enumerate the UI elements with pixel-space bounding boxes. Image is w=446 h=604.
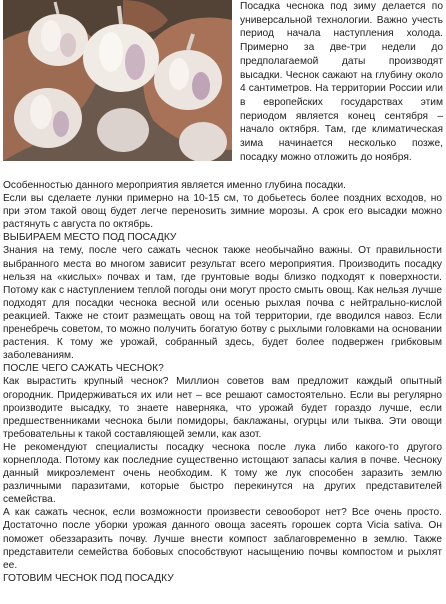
garlic-photo	[3, 0, 232, 161]
paragraph: Как вырастить крупный чеснок? Миллион советов вам предложит каждый опытный огородник. Придерживаться их или нет – все решают самостоятельно. Если вы регулярно производите высадку, то знаете наверняка, что урожай будет гораздо лучше, если предшественниками чеснока были помидоры, баклажаны, огурцы или тыква. Эти овощи требовательны к такой составляющей земли, как азот.	[3, 376, 442, 440]
paragraph: Особенностью данного мероприятия является именно глубина посадки.	[3, 180, 346, 191]
paragraph: Если вы сделаете лунки примерно на 10-15 см, то добьетесь более поздних всходов, но при этом такой овощ будет легче перенosить зимние морозы. А срок его высадки можно растянуть с августа по октябрь.	[3, 193, 442, 231]
section-heading: ГОТОВИМ ЧЕСНОК ПОД ПОСАДКУ	[3, 572, 174, 584]
paragraph: Не рекомендуют специалисты посадку чеснока после лука либо какого-то другого корнеплода. Потому как последние существенно истощают запасы калия в почве. Чесноку данный микроэлемент очень необходим. К тому же лук способен заразить землю различными паразитами, которые быстро перекинутся на других представителей семейства.	[3, 441, 442, 506]
intro-paragraph: Посадка чеснока под зиму делается по универсальной технологии. Важно учесть период начала наступления холода. Примерно за две-три недели до предполагаемой даты производят высадки. Чеснок сажают на глубину около 4 сантиметров. На территории России или в европейских государствах этим периодом является конец сентября – начало октября. Там, где климатическая зима начинается несколько позже, посадку можно отложить до ноября.	[240, 1, 443, 163]
section-heading: ВЫБИРАЕМ МЕСТО ПОД ПОСАДКУ	[3, 232, 177, 244]
paragraph: Знания на тему, после чего сажать чеснок также необычайно важны. От правильности выбранного места во многом зависит результат всего мероприятия. Производить посадку нельзя на «кислых» почвах и там, где грунтовые воды близко подходят к поверхности. Потому как с наступлением теплой погоды они могут просто смыть овощ. Как нельзя лучше подходят для посадки чеснока весной или осенью рыхлая почва с нейтрально-кислой реакцией. Также не стоит размещать овощ на той территории, где вводился навоз. Если пренебречь советом, то можно получить богатую ботву с рыхлыми головками на основании растения. К тому же урожай, собранный здесь, будет более подвержен грибковым заболеваниям.	[3, 245, 442, 362]
section-heading: ПОСЛЕ ЧЕГО САЖАТЬ ЧЕСНОК?	[3, 363, 164, 375]
paragraph: А как сажать чеснок, если возможности произвести севооборот нет? Все очень просто. Достаточно после уборки урожая данного овоща засеять горошек сорта Vicia sativa. Он поможет обеззаразить почву. Лучше внести компост заблаговременно в землю. Также представители семейства бобовых способствуют насыщению почвы компостом и рыхлят ее.	[3, 507, 442, 571]
article-body	[3, 179, 442, 585]
